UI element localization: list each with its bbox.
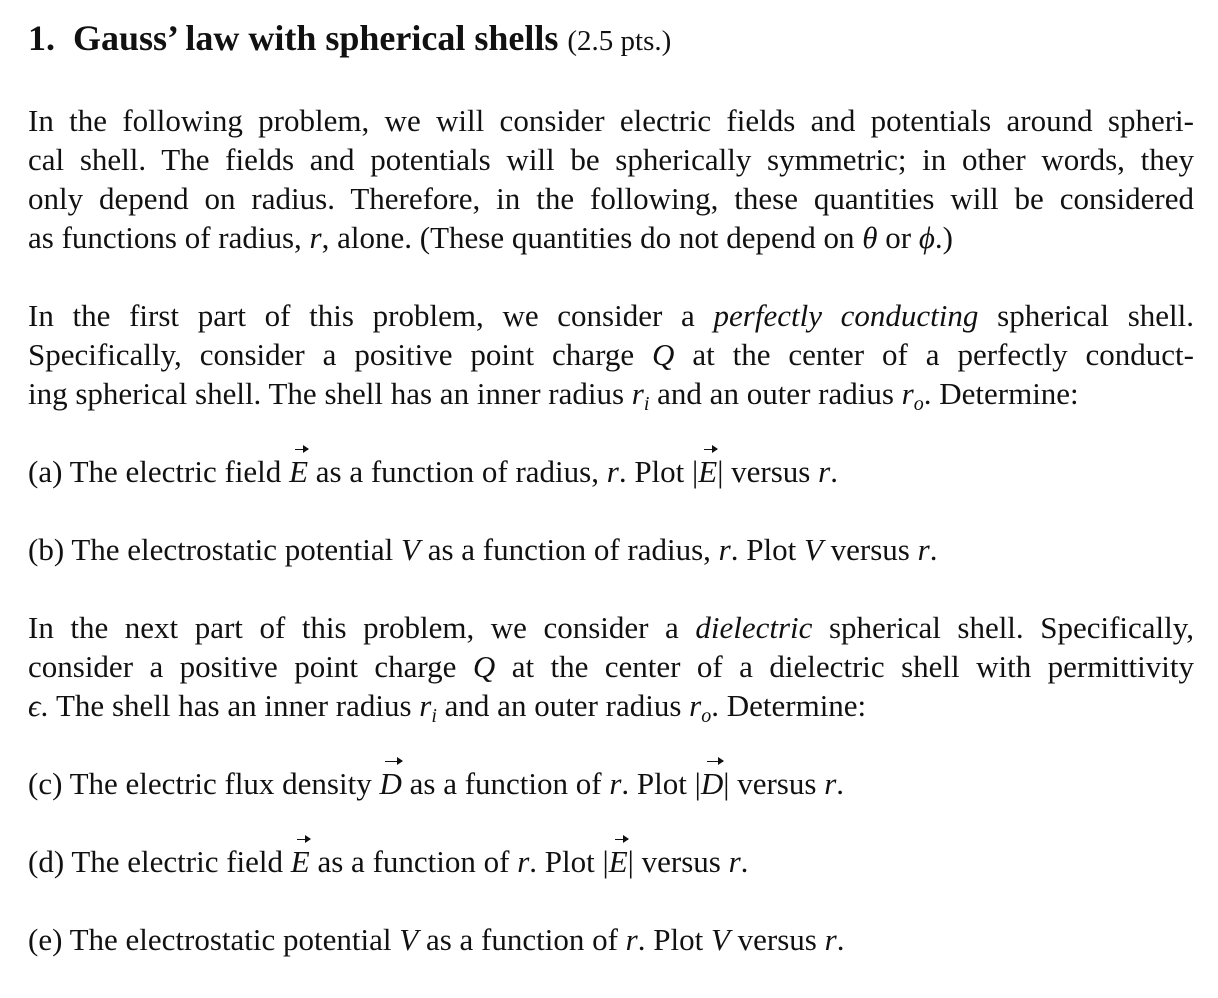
question-d: [28, 842, 1194, 881]
question-text: . Plot: [637, 922, 704, 957]
paragraph-text: . Determine:: [711, 688, 867, 723]
theta-symbol: θ: [862, 220, 878, 255]
inner-radius-symbol: [631, 376, 650, 415]
paragraph-text: In the first part of this problem, we consider a: [28, 298, 695, 333]
question-text: as a function of: [409, 766, 602, 801]
flux-density-vector: D: [700, 766, 724, 801]
dielectric-line-1: [28, 608, 1194, 647]
potential-symbol: V: [399, 922, 419, 957]
charge-symbol: Q: [472, 649, 496, 684]
outer-radius-symbol: [901, 376, 924, 415]
question-text: as a function of: [425, 922, 618, 957]
question-text: (a) The electric field: [28, 454, 282, 489]
permittivity-symbol: ϵ: [28, 688, 41, 723]
question-text: (d) The electric field: [28, 844, 284, 879]
electric-field-vector: E: [698, 454, 718, 489]
intro-text: .): [934, 220, 953, 255]
electric-field-vector: E: [608, 844, 628, 879]
question-text: versus: [737, 766, 817, 801]
intro-text: or: [885, 220, 912, 255]
inner-radius-symbol: [419, 688, 437, 727]
radius-symbol: r: [917, 532, 930, 567]
question-text: . Plot |: [529, 844, 609, 879]
question-text: . Plot |: [621, 766, 701, 801]
dielectric-line-2: [28, 647, 1194, 686]
emphasis-dielectric: dielectric: [695, 610, 813, 645]
conducting-line-3: [28, 374, 1194, 413]
radius-symbol: r: [718, 532, 731, 567]
potential-symbol: V: [710, 922, 730, 957]
outer-subscript: o: [913, 393, 924, 415]
radius-letter: r: [631, 376, 644, 411]
inner-subscript: i: [643, 393, 650, 415]
radius-symbol: r: [728, 844, 741, 879]
abs-bar: |: [627, 844, 634, 879]
question-text: versus: [830, 532, 910, 567]
question-text: . Plot |: [618, 454, 699, 489]
radius-symbol: r: [517, 844, 530, 879]
potential-symbol: V: [803, 532, 823, 567]
intro-line-3: only depend on radius. Therefore, in the following, these quantities will be considered: [28, 181, 1194, 216]
question-a: [28, 452, 1194, 491]
dielectric-shell-paragraph: [28, 608, 1194, 725]
paragraph-text: and an outer radius: [657, 376, 894, 411]
question-text: as a function of: [317, 844, 510, 879]
paragraph-text: . Determine:: [923, 376, 1079, 411]
flux-density-vector: D: [379, 766, 402, 801]
problem-points: (2.5 pts.): [567, 25, 672, 57]
conducting-line-1: [28, 296, 1194, 335]
outer-subscript: o: [701, 705, 712, 727]
problem-heading: Gauss’ law with spherical shells: [73, 18, 559, 58]
potential-symbol: V: [401, 532, 420, 567]
intro-line-2: cal shell. The fields and potentials will be spherically symmetric; in other words, they: [28, 142, 1194, 177]
question-text: .: [740, 844, 749, 879]
question-text: as a function of radius,: [315, 454, 599, 489]
intro-text: as functions of radius,: [28, 220, 302, 255]
question-text: versus: [641, 844, 721, 879]
emphasis-conducting: perfectly conducting: [713, 298, 979, 333]
abs-bar: |: [717, 454, 724, 489]
question-text: as a function of radius,: [427, 532, 711, 567]
question-text: .: [836, 766, 845, 801]
radius-symbol: r: [824, 766, 837, 801]
question-text: (c) The electric flux density: [28, 766, 372, 801]
abs-bar: |: [723, 766, 730, 801]
inner-subscript: i: [431, 705, 437, 727]
conducting-shell-paragraph: [28, 296, 1194, 413]
question-text: versus: [737, 922, 817, 957]
intro-paragraph: [28, 101, 1194, 257]
paragraph-text: spherical shell. Specifically,: [828, 610, 1195, 645]
charge-symbol: Q: [652, 337, 675, 372]
paragraph-text: consider a positive point charge: [28, 649, 457, 684]
question-text: .: [929, 532, 938, 567]
radius-letter: r: [689, 688, 702, 723]
paragraph-text: In the next part of this problem, we consider a: [28, 610, 679, 645]
dielectric-line-3: [28, 686, 1194, 725]
radius-symbol: r: [609, 766, 622, 801]
radius-symbol: r: [818, 454, 831, 489]
paragraph-text: Specifically, consider a positive point charge: [28, 337, 635, 372]
paragraph-text: . The shell has an inner radius: [40, 688, 412, 723]
phi-symbol: ϕ: [918, 220, 935, 255]
question-text: versus: [731, 454, 811, 489]
paragraph-text: and an outer radius: [444, 688, 682, 723]
electric-field-vector: E: [290, 844, 310, 879]
radius-symbol: r: [625, 922, 638, 957]
conducting-line-2: [28, 335, 1194, 374]
paragraph-text: at the center of a perfectly conduct-: [692, 337, 1194, 372]
intro-line-1: In the following problem, we will consider electric fields and potentials around spheri-: [28, 103, 1194, 138]
question-text: .: [836, 922, 845, 957]
question-text: (e) The electrostatic potential: [28, 922, 392, 957]
question-text: (b) The electrostatic potential: [28, 532, 394, 567]
question-b: [28, 530, 1194, 569]
intro-line-4: [28, 218, 1194, 257]
question-text: . Plot: [730, 532, 797, 567]
radius-symbol: r: [606, 454, 619, 489]
problem-number: 1.: [28, 18, 55, 58]
question-c: [28, 764, 1194, 803]
paragraph-text: spherical shell.: [997, 298, 1195, 333]
electric-field-vector: E: [289, 454, 308, 489]
question-e: [28, 920, 1194, 959]
problem-document: [28, 14, 1194, 998]
paragraph-text: ing spherical shell. The shell has an inner radius: [28, 376, 625, 411]
intro-text: , alone. (These quantities do not depend on: [321, 220, 855, 255]
radius-symbol: r: [824, 922, 837, 957]
problem-title: [28, 14, 1194, 65]
radius-symbol: r: [309, 220, 322, 255]
paragraph-text: at the center of a dielectric shell with permittivity: [511, 649, 1195, 684]
outer-radius-symbol: [689, 688, 712, 727]
radius-letter: r: [901, 376, 914, 411]
radius-letter: r: [419, 688, 432, 723]
question-text: .: [830, 454, 838, 489]
